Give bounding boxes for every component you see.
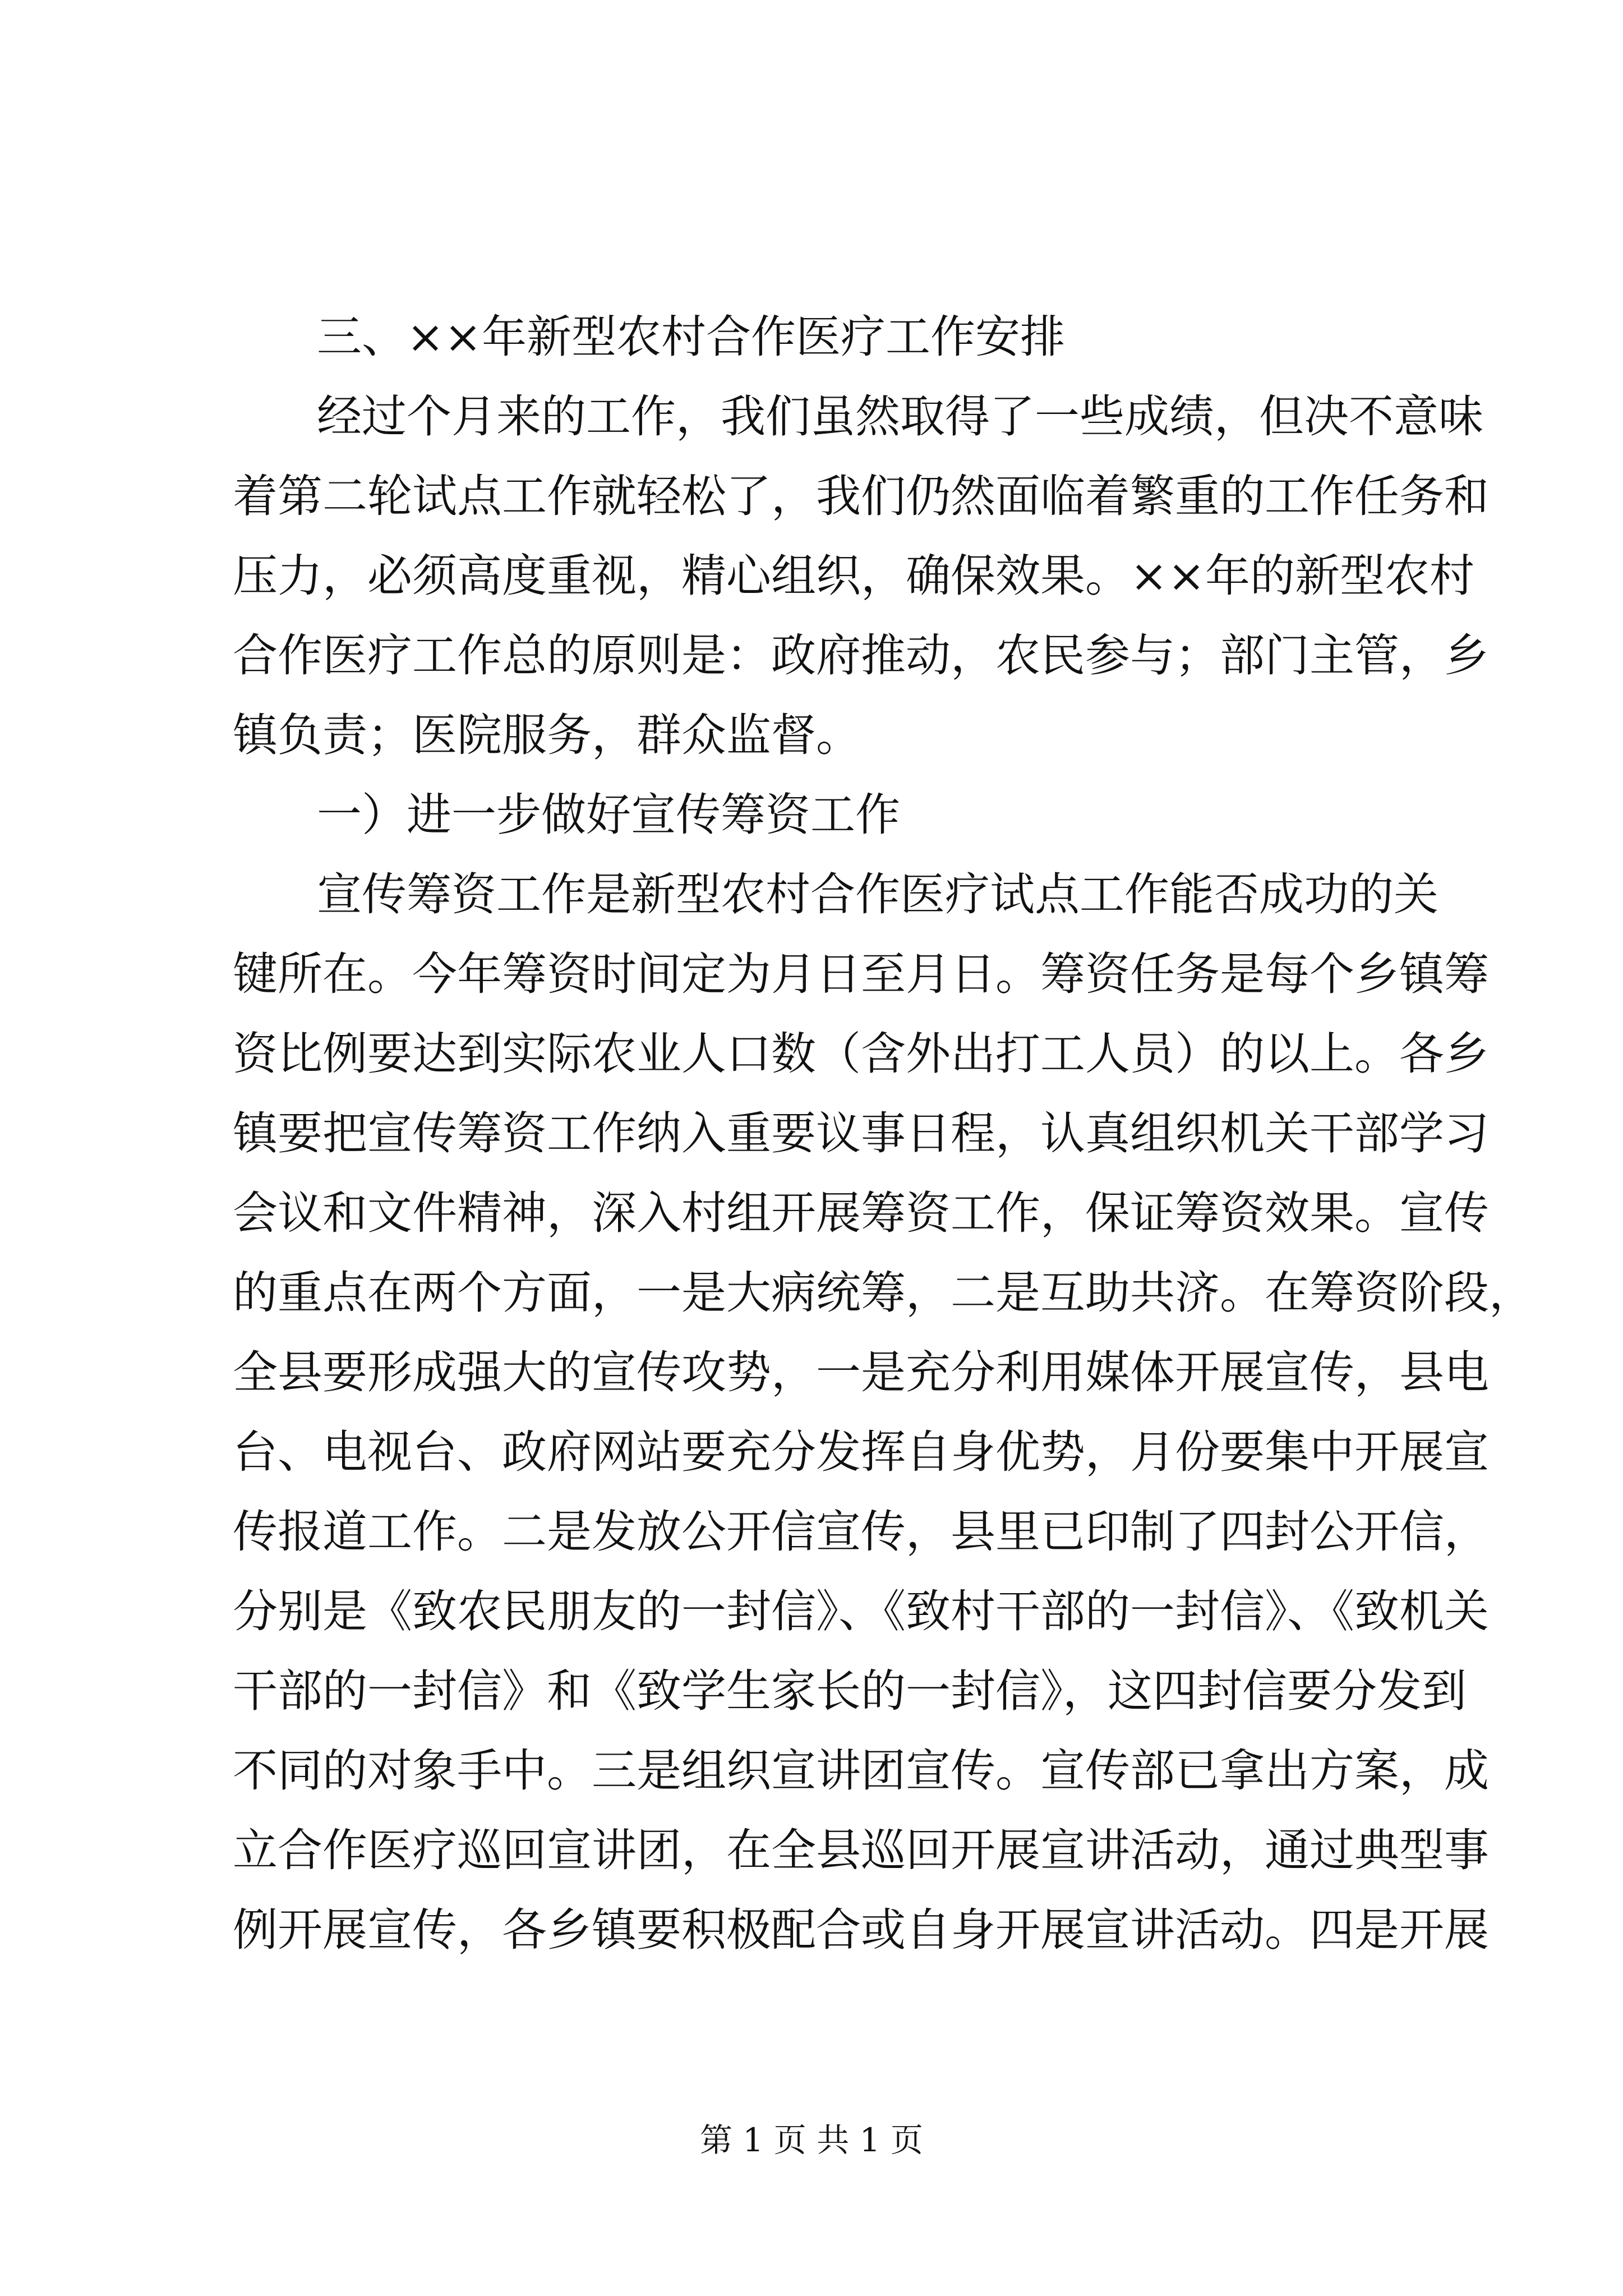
text-line: 不同的对象手中。三是组织宣讲团宣传。宣传部已拿出方案，成 [233, 1745, 1489, 1797]
text-line: 资比例要达到实际农业人口数（含外出打工人员）的以上。各乡 [233, 1028, 1489, 1080]
text-line: 镇负责；医院服务，群众监督。 [233, 709, 861, 761]
text-line: 分别是《致农民朋友的一封信》、《致村干部的一封信》、《致机关 [233, 1585, 1489, 1637]
text-line: 键所在。今年筹资时间定为月日至月日。筹资任务是每个乡镇筹 [233, 948, 1489, 1000]
text-line: 台、电视台、政府网站要充分发挥自身优势，月份要集中开展宣 [233, 1426, 1489, 1478]
page-footer: 第 1 页 共 1 页 [700, 2121, 923, 2159]
text-line: 着第二轮试点工作就轻松了，我们仍然面临着繁重的工作任务和 [233, 470, 1489, 522]
text-line: 会议和文件精神，深入村组开展筹资工作，保证筹资效果。宣传 [233, 1187, 1489, 1239]
text-line: 压力，必须高度重视，精心组织，确保效果。××年的新型农村 [233, 550, 1475, 602]
text-line: 镇要把宣传筹资工作纳入重要议事日程，认真组织机关干部学习 [233, 1107, 1489, 1159]
text-line: 的重点在两个方面，一是大病统筹，二是互助共济。在筹资阶段， [233, 1267, 1534, 1319]
section-heading: 三、××年新型农村合作医疗工作安排 [317, 311, 1066, 363]
text-line: 例开展宣传，各乡镇要积极配合或自身开展宣讲活动。四是开展 [233, 1904, 1489, 1956]
text-line: 传报道工作。二是发放公开信宣传，县里已印制了四封公开信， [233, 1506, 1489, 1558]
document-body [233, 297, 1534, 1970]
text-line: 经过个月来的工作，我们虽然取得了一些成绩，但决不意味 [317, 390, 1483, 443]
text-line: 立合作医疗巡回宣讲团，在全县巡回开展宣讲活动，通过典型事 [233, 1824, 1489, 1876]
text-line: 干部的一封信》和《致学生家长的一封信》，这四封信要分发到 [233, 1665, 1467, 1717]
text-line: 合作医疗工作总的原则是：政府推动，农民参与；部门主管，乡 [233, 629, 1489, 682]
text-line: 全县要形成强大的宣传攻势，一是充分利用媒体开展宣传，县电 [233, 1346, 1489, 1398]
text-line: 宣传筹资工作是新型农村合作医疗试点工作能否成功的关 [317, 868, 1438, 921]
subsection-heading: 一）进一步做好宣传筹资工作 [317, 789, 900, 841]
